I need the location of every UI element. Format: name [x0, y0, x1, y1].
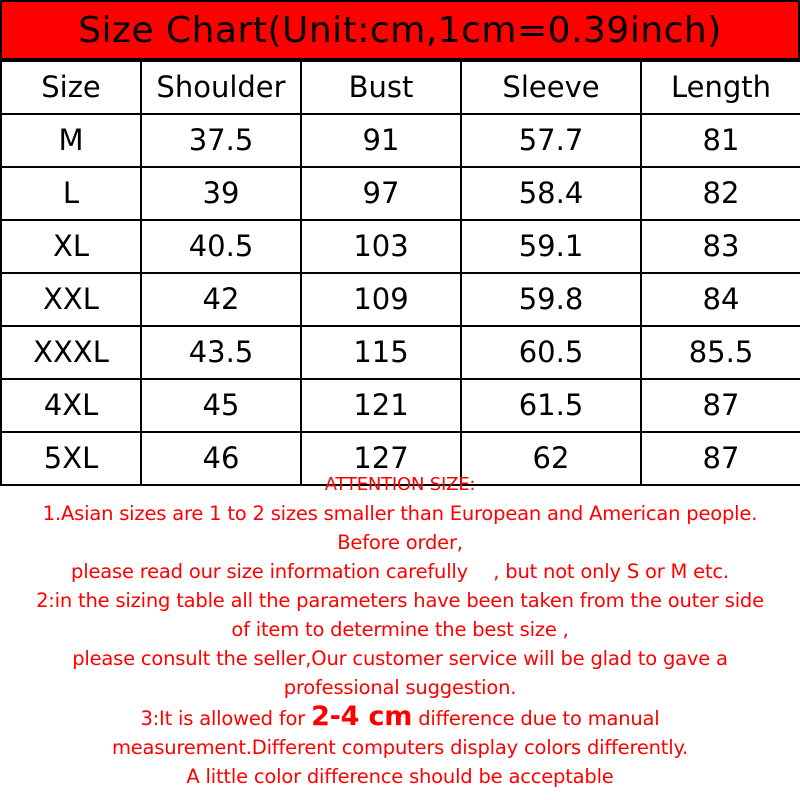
size-label-cell: L — [1, 167, 141, 220]
size-label-cell: M — [1, 114, 141, 167]
notes-heading: ATTENTION SIZE: — [324, 474, 476, 495]
notes-line-4: 2:in the sizing table all the parameters have been taken from the outer side — [36, 589, 764, 612]
table-row — [1, 379, 800, 432]
measurement-cell: 91 — [301, 114, 461, 167]
size-label-cell: XXL — [1, 273, 141, 326]
table-header-row — [1, 61, 800, 114]
measurement-cell: 85.5 — [641, 326, 800, 379]
size-label-cell: XXXL — [1, 326, 141, 379]
measurement-cell: 37.5 — [141, 114, 301, 167]
measurement-cell: 59.8 — [461, 273, 641, 326]
size-chart-title: Size Chart(Unit:cm,1cm=0.39inch) — [0, 0, 800, 60]
measurement-cell: 121 — [301, 379, 461, 432]
measurement-cell: 62 — [461, 432, 641, 485]
size-label-cell: 5XL — [1, 432, 141, 485]
column-header: Shoulder — [141, 61, 301, 114]
measurement-cell: 82 — [641, 167, 800, 220]
measurement-cell: 45 — [141, 379, 301, 432]
size-table — [0, 60, 800, 486]
notes-line-3: please read our size information carefully , but not only S or M etc. — [71, 560, 729, 583]
table-row — [1, 273, 800, 326]
measurement-cell: 57.7 — [461, 114, 641, 167]
notes-line-1: 1.Asian sizes are 1 to 2 sizes smaller than European and American people. — [42, 502, 758, 525]
notes-line-8-post: difference due to manual — [412, 707, 660, 730]
measurement-cell: 115 — [301, 326, 461, 379]
measurement-cell: 46 — [141, 432, 301, 485]
measurement-cell: 87 — [641, 379, 800, 432]
table-row — [1, 167, 800, 220]
notes-line-8 — [0, 702, 800, 733]
attention-notes — [0, 470, 800, 800]
size-label-cell: 4XL — [1, 379, 141, 432]
notes-line-10: A little color difference should be acceptable — [186, 765, 614, 788]
notes-line-5: of item to determine the best size , — [231, 618, 569, 641]
column-header: Length — [641, 61, 800, 114]
notes-line-7: professional suggestion. — [283, 676, 517, 699]
notes-line-9: measurement.Different computers display colors differently. — [111, 736, 689, 759]
measurement-cell: 58.4 — [461, 167, 641, 220]
measurement-cell: 109 — [301, 273, 461, 326]
measurement-cell: 60.5 — [461, 326, 641, 379]
table-row — [1, 220, 800, 273]
measurement-cell: 103 — [301, 220, 461, 273]
column-header: Bust — [301, 61, 461, 114]
measurement-cell: 97 — [301, 167, 461, 220]
measurement-cell: 127 — [301, 432, 461, 485]
table-row — [1, 114, 800, 167]
measurement-cell: 83 — [641, 220, 800, 273]
measurement-cell: 81 — [641, 114, 800, 167]
notes-line-2: Before order, — [337, 531, 463, 554]
column-header: Size — [1, 61, 141, 114]
measurement-cell: 40.5 — [141, 220, 301, 273]
measurement-cell: 39 — [141, 167, 301, 220]
measurement-cell: 87 — [641, 432, 800, 485]
measurement-cell: 59.1 — [461, 220, 641, 273]
tolerance-highlight: 2-4 cm — [311, 701, 413, 732]
size-label-cell: XL — [1, 220, 141, 273]
measurement-cell: 84 — [641, 273, 800, 326]
measurement-cell: 42 — [141, 273, 301, 326]
measurement-cell: 43.5 — [141, 326, 301, 379]
notes-line-6: please consult the seller,Our customer service will be glad to gave a — [72, 647, 728, 670]
measurement-cell: 61.5 — [461, 379, 641, 432]
table-row — [1, 326, 800, 379]
column-header: Sleeve — [461, 61, 641, 114]
notes-line-8-pre: 3:It is allowed for — [140, 707, 312, 730]
